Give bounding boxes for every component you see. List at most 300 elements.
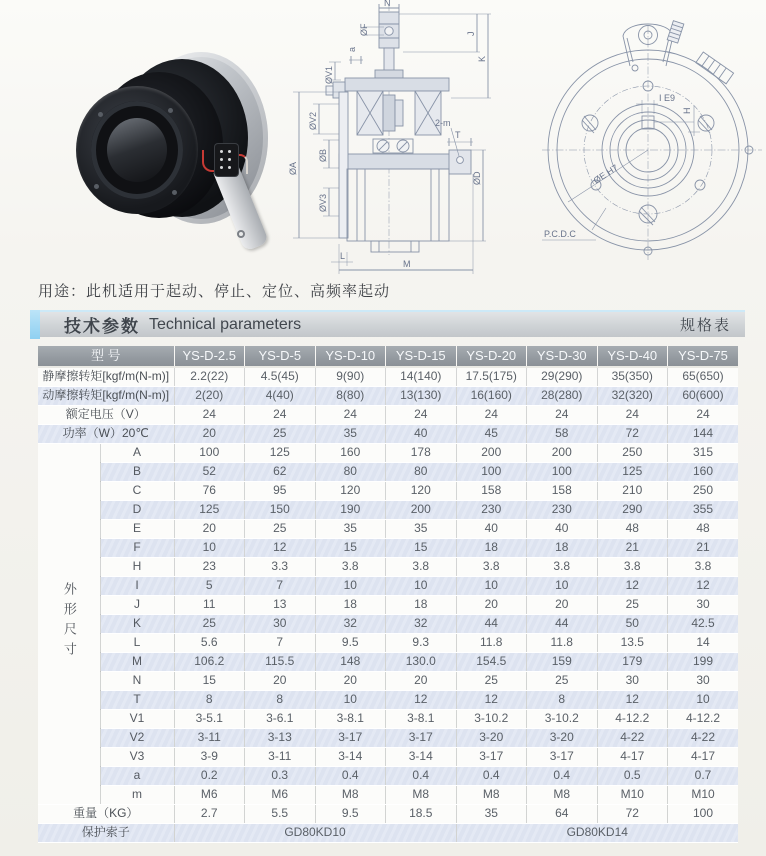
dim-group-label-text: 外形尺寸 xyxy=(61,581,77,662)
cell: M6 xyxy=(245,785,316,804)
cell: 24 xyxy=(597,405,668,424)
cell: 3-20 xyxy=(527,728,598,747)
cell: M6 xyxy=(174,785,245,804)
cell: 62 xyxy=(245,462,316,481)
cell: 5 xyxy=(174,576,245,595)
photo-pin xyxy=(220,158,223,161)
table-row xyxy=(38,690,738,709)
cell: 40 xyxy=(456,519,527,538)
cell: 125 xyxy=(245,443,316,462)
table-row xyxy=(38,728,738,747)
cell: 7 xyxy=(245,633,316,652)
cell: GD80KD14 xyxy=(456,823,738,842)
row-label: 动摩擦转矩[kgf/m(N-m)] xyxy=(38,386,174,405)
cell: 4-22 xyxy=(597,728,668,747)
cell: 30 xyxy=(668,671,739,690)
cell: 32 xyxy=(386,614,457,633)
cell: 44 xyxy=(527,614,598,633)
section-header xyxy=(30,310,745,337)
column-header: YS-D-10 xyxy=(315,346,386,367)
cell: 144 xyxy=(668,424,739,443)
cell: 4-17 xyxy=(597,747,668,766)
table-row xyxy=(38,766,738,785)
cell: 25 xyxy=(527,671,598,690)
cell: 3-17 xyxy=(315,728,386,747)
cell: 35(350) xyxy=(597,367,668,386)
cell: 160 xyxy=(668,462,739,481)
cell: 100 xyxy=(668,804,739,823)
table-row xyxy=(38,500,738,519)
cell: 0.4 xyxy=(456,766,527,785)
cell: 42.5 xyxy=(668,614,739,633)
cell: 15 xyxy=(386,538,457,557)
table-row xyxy=(38,519,738,538)
cell: 3-17 xyxy=(527,747,598,766)
dim-label-f: ØF xyxy=(359,23,369,36)
cell: 13.5 xyxy=(597,633,668,652)
cell: 100 xyxy=(456,462,527,481)
cell: 3-20 xyxy=(456,728,527,747)
cell: 65(650) xyxy=(668,367,739,386)
cell: 0.4 xyxy=(527,766,598,785)
cell: 12 xyxy=(597,576,668,595)
cell: M10 xyxy=(668,785,739,804)
cell: 25 xyxy=(456,671,527,690)
cell: 7 xyxy=(245,576,316,595)
cell: 30 xyxy=(668,595,739,614)
cell: 250 xyxy=(597,443,668,462)
cell: 72 xyxy=(597,804,668,823)
photo-bore xyxy=(107,118,167,182)
cell: 15 xyxy=(174,671,245,690)
dim-letter: L xyxy=(100,633,174,652)
dim-label-l: L xyxy=(340,251,346,261)
cell: 24 xyxy=(245,405,316,424)
dim-label-e: ØE H7 xyxy=(591,162,620,186)
cell: 16(160) xyxy=(456,386,527,405)
cell: 178 xyxy=(386,443,457,462)
cell: 10 xyxy=(174,538,245,557)
row-label: 额定电压（V） xyxy=(38,405,174,424)
cell: 355 xyxy=(668,500,739,519)
photo-bolt xyxy=(94,184,99,189)
cell: 315 xyxy=(668,443,739,462)
cell: 24 xyxy=(456,405,527,424)
cell: 250 xyxy=(668,481,739,500)
photo-bolt xyxy=(172,190,177,195)
dim-letter: M xyxy=(100,652,174,671)
dim-letter: N xyxy=(100,671,174,690)
table-row xyxy=(38,386,738,405)
dim-letter: V3 xyxy=(100,747,174,766)
cell: 48 xyxy=(668,519,739,538)
cell: 29(290) xyxy=(527,367,598,386)
cell: 13 xyxy=(245,595,316,614)
cell: 199 xyxy=(668,652,739,671)
cell: 18.5 xyxy=(386,804,457,823)
cell: 5.6 xyxy=(174,633,245,652)
cell: 115.5 xyxy=(245,652,316,671)
table-row xyxy=(38,804,738,823)
cell: 80 xyxy=(315,462,386,481)
cell: 3-17 xyxy=(456,747,527,766)
cell: 4-17 xyxy=(668,747,739,766)
cell: 150 xyxy=(245,500,316,519)
side-view-drawing xyxy=(283,0,495,278)
photo-tab-hole xyxy=(237,230,245,238)
photo-bolt xyxy=(168,108,173,113)
column-header: YS-D-30 xyxy=(527,346,598,367)
cell: GD80KD10 xyxy=(174,823,456,842)
table-row xyxy=(38,481,738,500)
row-label: 静摩擦转矩[kgf/m(N-m)] xyxy=(38,367,174,386)
cell: 3.8 xyxy=(456,557,527,576)
cell: 0.4 xyxy=(315,766,386,785)
dim-label-pcdc: P.C.D.C xyxy=(544,229,576,239)
cell: 32(320) xyxy=(597,386,668,405)
spec-table-body xyxy=(38,367,738,842)
cell: 20 xyxy=(174,424,245,443)
cell: 3-10.2 xyxy=(527,709,598,728)
cell: 4-12.2 xyxy=(668,709,739,728)
cell: 8 xyxy=(527,690,598,709)
cell: 125 xyxy=(174,500,245,519)
cell: 190 xyxy=(315,500,386,519)
table-row xyxy=(38,443,738,462)
dim-label-v3: ØV3 xyxy=(318,193,328,212)
cell: 5.5 xyxy=(245,804,316,823)
cell: 3-9 xyxy=(174,747,245,766)
cell: 10 xyxy=(456,576,527,595)
dim-letter: T xyxy=(100,690,174,709)
table-row xyxy=(38,538,738,557)
cell: 17.5(175) xyxy=(456,367,527,386)
dim-letter: C xyxy=(100,481,174,500)
table-row xyxy=(38,785,738,804)
dim-letter: D xyxy=(100,500,174,519)
cell: 3.8 xyxy=(668,557,739,576)
dim-label-v1: ØV1 xyxy=(324,65,334,84)
cell: 20 xyxy=(245,671,316,690)
cell: 3.8 xyxy=(315,557,386,576)
table-row xyxy=(38,633,738,652)
dim-letter: E xyxy=(100,519,174,538)
column-header: YS-D-75 xyxy=(668,346,739,367)
table-row xyxy=(38,367,738,386)
cell: M10 xyxy=(597,785,668,804)
cell: 11.8 xyxy=(456,633,527,652)
cell: 12 xyxy=(245,538,316,557)
photo-pin xyxy=(228,166,231,169)
cell: 23 xyxy=(174,557,245,576)
table-header-row xyxy=(38,346,738,367)
cell: 2.7 xyxy=(174,804,245,823)
dim-letter: V2 xyxy=(100,728,174,747)
cell: 2.2(22) xyxy=(174,367,245,386)
cell: 58 xyxy=(527,424,598,443)
cell: 35 xyxy=(456,804,527,823)
cell: 120 xyxy=(315,481,386,500)
cell: 3.8 xyxy=(527,557,598,576)
photo-connector xyxy=(215,144,238,176)
front-view-drawing xyxy=(538,2,766,264)
cell: 52 xyxy=(174,462,245,481)
cell: 0.3 xyxy=(245,766,316,785)
cell: 11.8 xyxy=(527,633,598,652)
cell: 158 xyxy=(456,481,527,500)
cell: 40 xyxy=(386,424,457,443)
cell: 200 xyxy=(456,443,527,462)
photo-pin xyxy=(220,166,223,169)
cell: 64 xyxy=(527,804,598,823)
cell: 44 xyxy=(456,614,527,633)
section-title-zh: 技术参数 xyxy=(64,317,140,336)
cell: 25 xyxy=(597,595,668,614)
table-row xyxy=(38,652,738,671)
dim-letter: J xyxy=(100,595,174,614)
cell: 20 xyxy=(315,671,386,690)
cell: 25 xyxy=(245,424,316,443)
cell: 154.5 xyxy=(456,652,527,671)
cell: 21 xyxy=(668,538,739,557)
table-row xyxy=(38,614,738,633)
cell: 158 xyxy=(527,481,598,500)
cell: 20 xyxy=(456,595,527,614)
dim-letter: K xyxy=(100,614,174,633)
cell: 179 xyxy=(597,652,668,671)
cell: 8 xyxy=(174,690,245,709)
cell: 21 xyxy=(597,538,668,557)
cell: 60(600) xyxy=(668,386,739,405)
section-accent-bar xyxy=(30,310,40,339)
cell: 12 xyxy=(456,690,527,709)
dim-label-a: a xyxy=(347,46,357,52)
cell: 3-8.1 xyxy=(315,709,386,728)
cell: 9.5 xyxy=(315,633,386,652)
cell: M8 xyxy=(315,785,386,804)
cell: 18 xyxy=(456,538,527,557)
cell: 18 xyxy=(315,595,386,614)
dim-letter: m xyxy=(100,785,174,804)
column-header: YS-D-15 xyxy=(386,346,457,367)
cell: 106.2 xyxy=(174,652,245,671)
cell: 125 xyxy=(597,462,668,481)
cell: 28(280) xyxy=(527,386,598,405)
column-header: YS-D-5 xyxy=(245,346,316,367)
cell: 80 xyxy=(386,462,457,481)
dim-letter: F xyxy=(100,538,174,557)
cell: 3-13 xyxy=(245,728,316,747)
cell: 12 xyxy=(386,690,457,709)
section-title-right: 规格表 xyxy=(679,317,731,334)
cell: 200 xyxy=(386,500,457,519)
cell: 100 xyxy=(174,443,245,462)
cell: 15 xyxy=(315,538,386,557)
cell: 2(20) xyxy=(174,386,245,405)
cell: 4(40) xyxy=(245,386,316,405)
cell: 12 xyxy=(668,576,739,595)
cell: 10 xyxy=(527,576,598,595)
cell: 24 xyxy=(386,405,457,424)
cell: 3-10.2 xyxy=(456,709,527,728)
cell: M8 xyxy=(527,785,598,804)
dim-group-label xyxy=(38,443,100,804)
dim-label-ie9: I E9 xyxy=(659,93,676,103)
cell: 9.5 xyxy=(315,804,386,823)
dim-label-j: J xyxy=(466,31,476,36)
column-header: YS-D-20 xyxy=(456,346,527,367)
row-label: 重量（KG） xyxy=(38,804,174,823)
dim-label-h: H xyxy=(682,107,692,114)
cell: 24 xyxy=(315,405,386,424)
dim-label-b: ØB xyxy=(318,148,328,162)
cell: M8 xyxy=(386,785,457,804)
spec-table-head xyxy=(38,346,738,367)
table-row xyxy=(38,557,738,576)
cell: 18 xyxy=(527,538,598,557)
cell: 10 xyxy=(668,690,739,709)
dim-label-k: K xyxy=(477,55,487,62)
dim-label-n: N xyxy=(384,0,391,8)
cell: 50 xyxy=(597,614,668,633)
dim-label-v2: ØV2 xyxy=(308,111,318,130)
cell: 11 xyxy=(174,595,245,614)
photo-pin xyxy=(220,150,223,153)
cell: 4.5(45) xyxy=(245,367,316,386)
cell: 8(80) xyxy=(315,386,386,405)
dim-letter: B xyxy=(100,462,174,481)
cell: 230 xyxy=(456,500,527,519)
cell: 3-14 xyxy=(386,747,457,766)
cell: 4-22 xyxy=(668,728,739,747)
cell: 13(130) xyxy=(386,386,457,405)
cell: 35 xyxy=(315,519,386,538)
cell: 3-6.1 xyxy=(245,709,316,728)
table-row xyxy=(38,424,738,443)
cell: 160 xyxy=(315,443,386,462)
cell: 30 xyxy=(245,614,316,633)
cell: 30 xyxy=(597,671,668,690)
dim-label-2m: 2-m xyxy=(435,118,451,128)
cell: 120 xyxy=(386,481,457,500)
column-header: YS-D-40 xyxy=(597,346,668,367)
cell: 3-5.1 xyxy=(174,709,245,728)
cell: 20 xyxy=(527,595,598,614)
dim-letter: H xyxy=(100,557,174,576)
usage-note: 用途：此机适用于起动、停止、定位、高频率起动 xyxy=(38,283,391,300)
row-label: 功率（W）20℃ xyxy=(38,424,174,443)
dim-label-m: M xyxy=(403,259,411,269)
dim-letter: I xyxy=(100,576,174,595)
cell: 14 xyxy=(668,633,739,652)
photo-pin xyxy=(228,158,231,161)
cell: 0.2 xyxy=(174,766,245,785)
cell: 0.7 xyxy=(668,766,739,785)
cell: 4-12.2 xyxy=(597,709,668,728)
cell: 3.8 xyxy=(386,557,457,576)
cell: 3-11 xyxy=(245,747,316,766)
table-row xyxy=(38,709,738,728)
cell: 12 xyxy=(597,690,668,709)
cell: 40 xyxy=(527,519,598,538)
cell: 20 xyxy=(174,519,245,538)
cell: 24 xyxy=(668,405,739,424)
cell: 8 xyxy=(245,690,316,709)
cell: 10 xyxy=(315,576,386,595)
cell: 9.3 xyxy=(386,633,457,652)
cell: 45 xyxy=(456,424,527,443)
dim-label-d: ØD xyxy=(472,171,482,185)
cell: 18 xyxy=(386,595,457,614)
row-label: 保护索子 xyxy=(38,823,174,842)
cell: 100 xyxy=(527,462,598,481)
column-header: YS-D-2.5 xyxy=(174,346,245,367)
cell: M8 xyxy=(456,785,527,804)
cell: 290 xyxy=(597,500,668,519)
model-column-header: 型 号 xyxy=(38,346,174,367)
cell: 72 xyxy=(597,424,668,443)
dim-label-t: T xyxy=(455,130,461,140)
top-figures xyxy=(0,0,766,278)
cell: 20 xyxy=(386,671,457,690)
product-photo xyxy=(76,46,276,254)
cell: 130.0 xyxy=(386,652,457,671)
dim-letter: A xyxy=(100,443,174,462)
cell: 3.3 xyxy=(245,557,316,576)
table-row xyxy=(38,747,738,766)
cell: 3.8 xyxy=(597,557,668,576)
table-row xyxy=(38,405,738,424)
dim-letter: V1 xyxy=(100,709,174,728)
cell: 3-14 xyxy=(315,747,386,766)
cell: 9(90) xyxy=(315,367,386,386)
section-title-en: Technical parameters xyxy=(149,315,302,333)
photo-pin xyxy=(228,150,231,153)
cell: 24 xyxy=(174,405,245,424)
cell: 3-11 xyxy=(174,728,245,747)
cell: 48 xyxy=(597,519,668,538)
cell: 10 xyxy=(315,690,386,709)
cell: 95 xyxy=(245,481,316,500)
dim-letter: a xyxy=(100,766,174,785)
cell: 3-17 xyxy=(386,728,457,747)
cell: 200 xyxy=(527,443,598,462)
cell: 210 xyxy=(597,481,668,500)
cell: 230 xyxy=(527,500,598,519)
cell: 76 xyxy=(174,481,245,500)
cell: 159 xyxy=(527,652,598,671)
cell: 25 xyxy=(174,614,245,633)
cell: 0.5 xyxy=(597,766,668,785)
table-row xyxy=(38,576,738,595)
cell: 148 xyxy=(315,652,386,671)
cell: 25 xyxy=(245,519,316,538)
cell: 10 xyxy=(386,576,457,595)
dim-label-A: ØA xyxy=(288,161,298,175)
table-row xyxy=(38,595,738,614)
table-row xyxy=(38,823,738,842)
cell: 24 xyxy=(527,405,598,424)
cell: 0.4 xyxy=(386,766,457,785)
cell: 14(140) xyxy=(386,367,457,386)
spec-table xyxy=(38,346,738,843)
cell: 35 xyxy=(315,424,386,443)
cell: 32 xyxy=(315,614,386,633)
cell: 35 xyxy=(386,519,457,538)
table-row xyxy=(38,462,738,481)
cell: 3-8.1 xyxy=(386,709,457,728)
table-row xyxy=(38,671,738,690)
